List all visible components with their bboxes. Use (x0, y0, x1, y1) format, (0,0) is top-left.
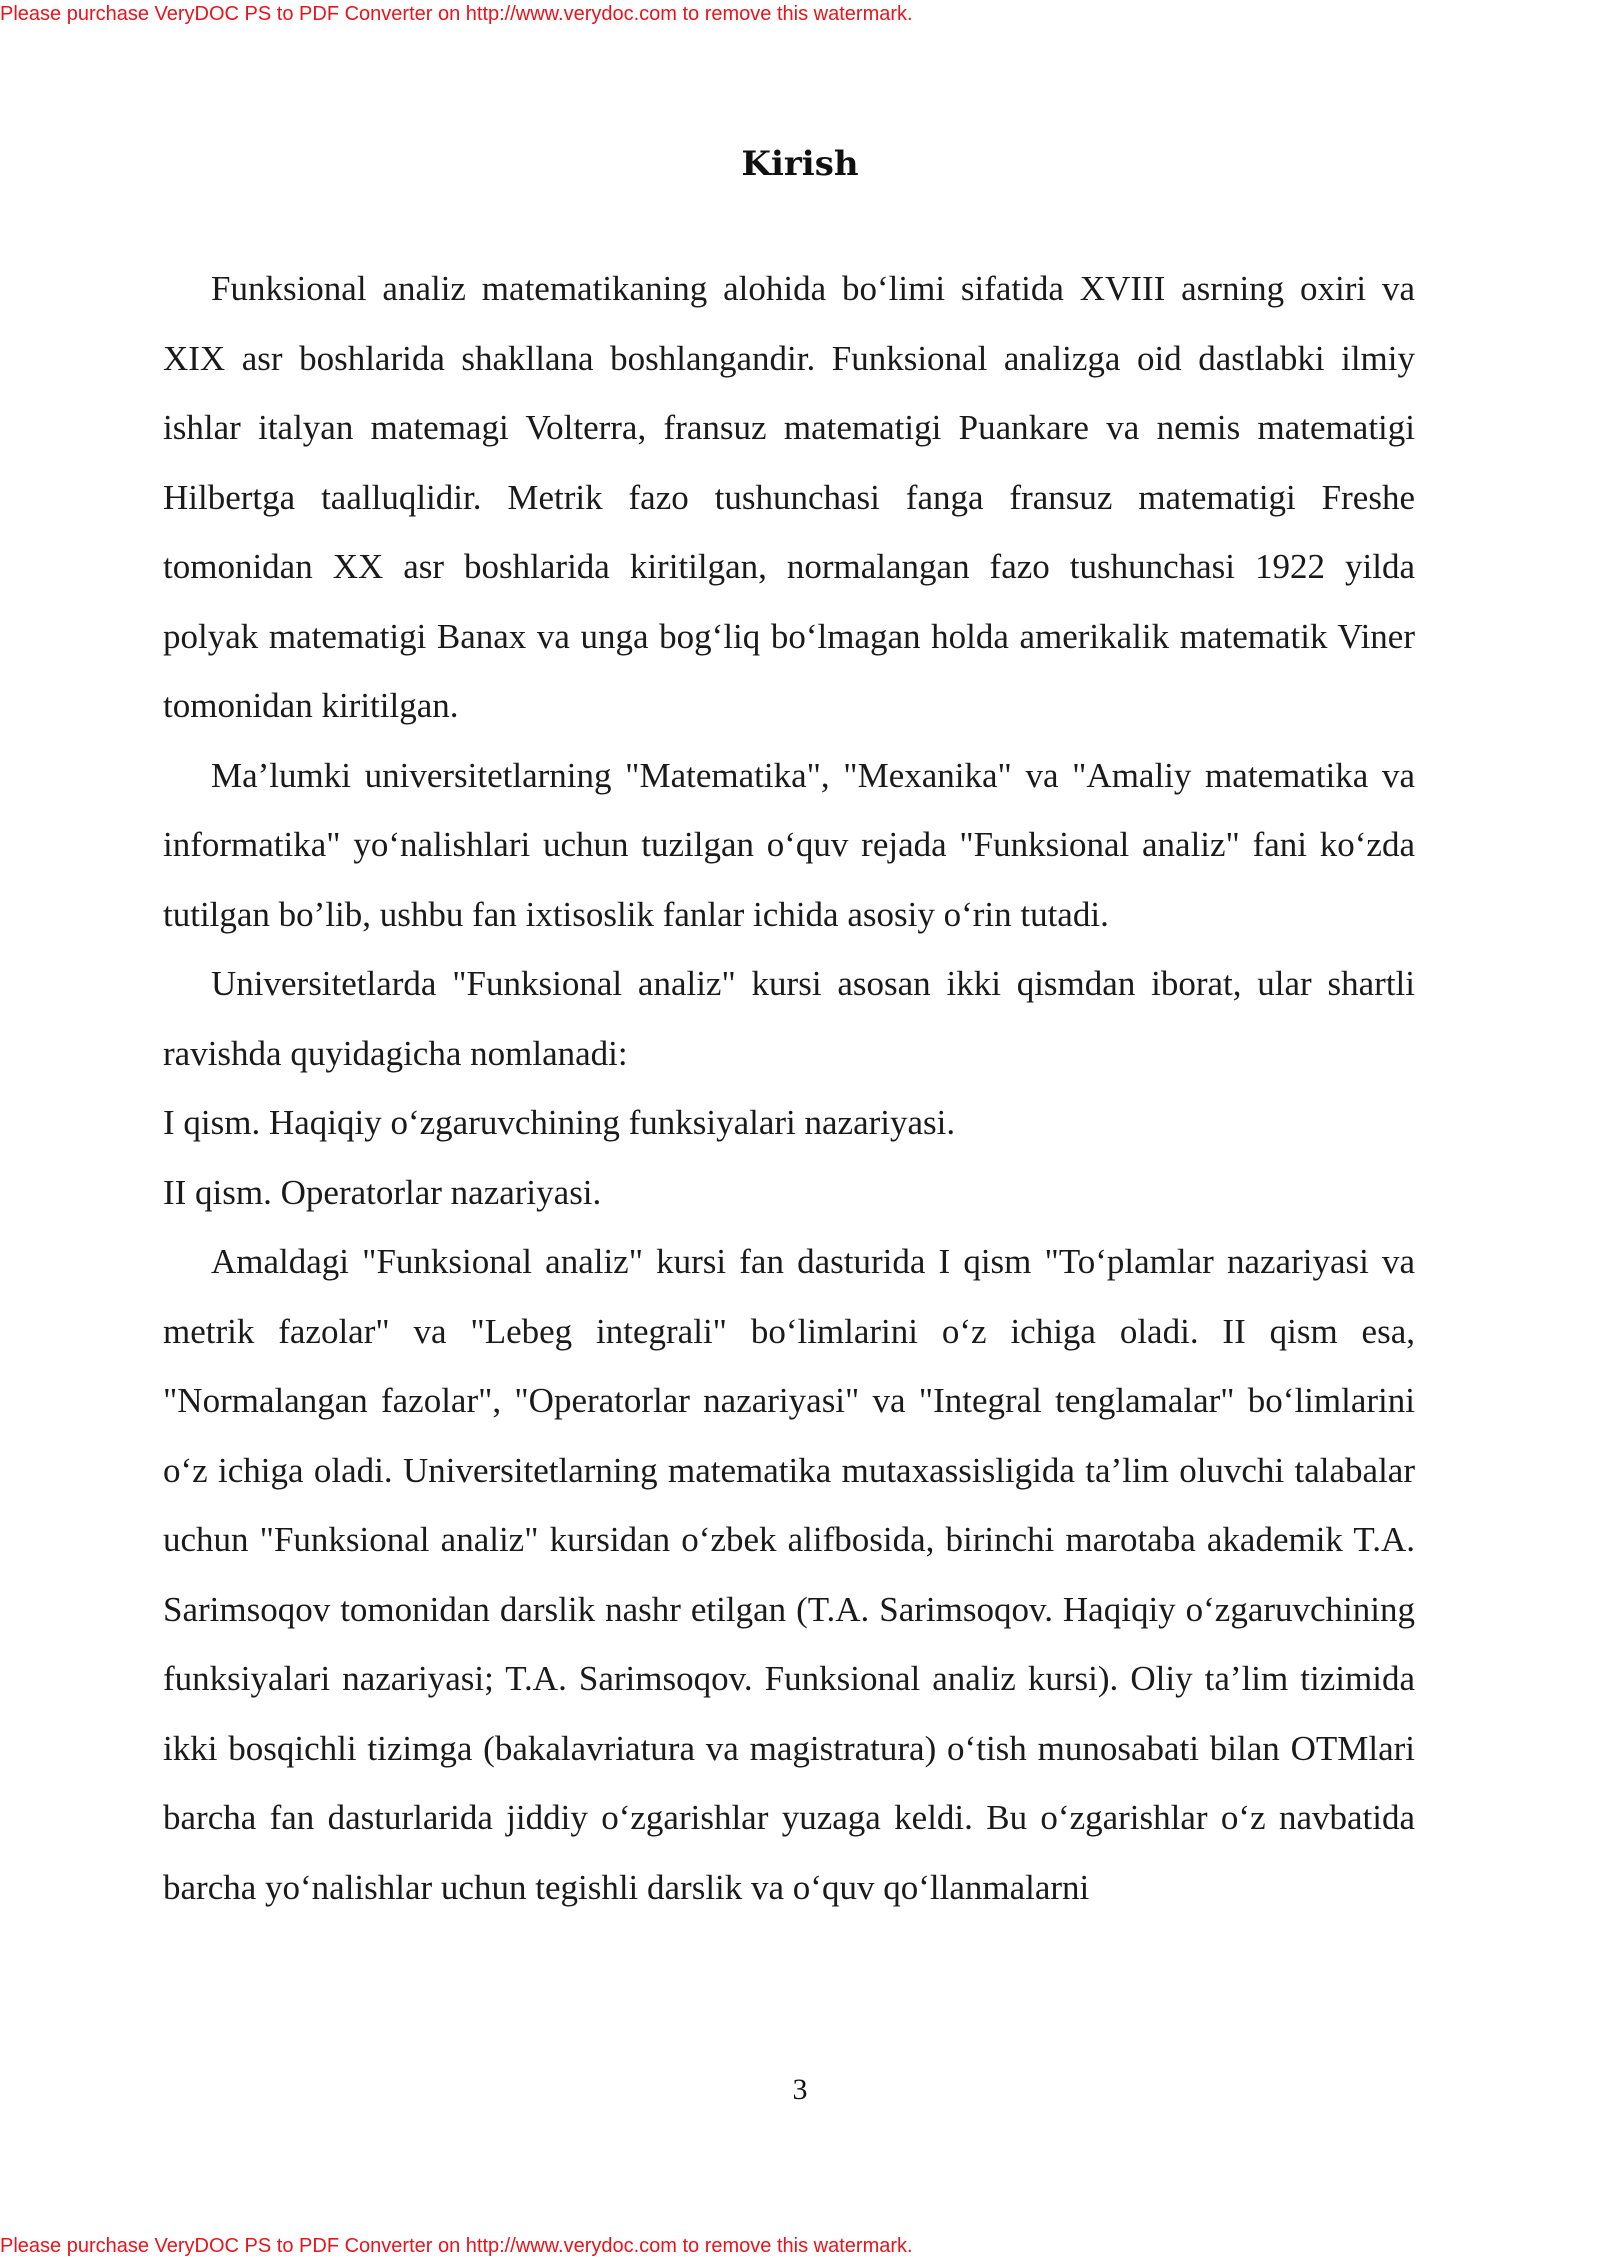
watermark-bottom: Please purchase VeryDOC PS to PDF Converter on http://www.verydoc.com to remove this watermark. (0, 2235, 913, 2257)
page-title: Kirish (741, 144, 859, 184)
document-body (163, 254, 1415, 1922)
paragraph-course-parts: Universitetlarda "Funksional analiz" kursi asosan ikki qismdan iborat, ular shartli ravishda quyidagicha nomlanadi: (163, 964, 1415, 1073)
list-line-part-one: I qism. Haqiqiy o‘zgaruvchining funksiyalari nazariyasi. (163, 1103, 956, 1142)
paragraph-history: Funksional analiz matematikaning alohida bo‘limi sifatida XVIII asrning oxiri va XIX asr boshlarida shakllana boshlangandir. Funksional analizga oid dastlabki ilmiy ishlar italyan matemagi Volterra, fransuz matematigi Puankare va nemis matematigi Hilbertga taalluqlidir. Metrik fazo tushunchasi fanga fransuz matematigi Freshe tomonidan XX asr boshlarida kiritilgan, normalangan fazo tushunchasi 1922 yilda polyak matematigi Banax va unga bog‘liq bo‘lmagan holda amerikalik matematik Viner tomonidan kiritilgan. (163, 269, 1415, 725)
page-number: 3 (792, 2073, 808, 2106)
list-line-part-two: II qism. Operatorlar nazariyasi. (163, 1172, 602, 1212)
watermark-top: Please purchase VeryDOC PS to PDF Converter on http://www.verydoc.com to remove this watermark. (0, 3, 913, 25)
paragraph-curriculum: Ma’lumki universitetlarning "Matematika", "Mexanika" va "Amaliy matematika va informatika" yo‘nalishlari uchun tuzilgan o‘quv rejada "Funksional analiz" fani ko‘zda tutilgan bo’lib, ushbu fan ixtisoslik fanlar ichida asosiy o‘rin tutadi. (163, 755, 1415, 934)
paragraph-program: Amaldagi "Funksional analiz" kursi fan dasturida I qism "To‘plamlar nazariyasi va metrik fazolar" va "Lebeg integrali" bo‘limlarini o‘z ichiga oladi. II qism esa, "Normalangan fazolar", "Operatorlar nazariyasi" va "Integral tenglamalar" bo‘limlarini o‘z ichiga oladi. Universitetlarning matematika mutaxassisligida ta’lim oluvchi talabalar uchun "Funksional analiz" kursidan o‘zbek alifbosida, birinchi marotaba akademik T.A. Sarimsoqov tomonidan darslik nashr etilgan (T.A. Sarimsoqov. Haqiqiy o‘zgaruvchining funksiyalari nazariyasi; T.A. Sarimsoqov. Funksional analiz kursi). Oliy ta’lim tizimida ikki bosqichli tizimga (bakalavriatura va magistratura) o‘tish munosabati bilan OTMlari barcha fan dasturlarida jiddiy o‘zgarishlar yuzaga keldi. Bu o‘zgarishlar o‘z navbatida barcha yo‘nalishlar uchun tegishli darslik va o‘quv qo‘llanmalarni (163, 1242, 1415, 1907)
